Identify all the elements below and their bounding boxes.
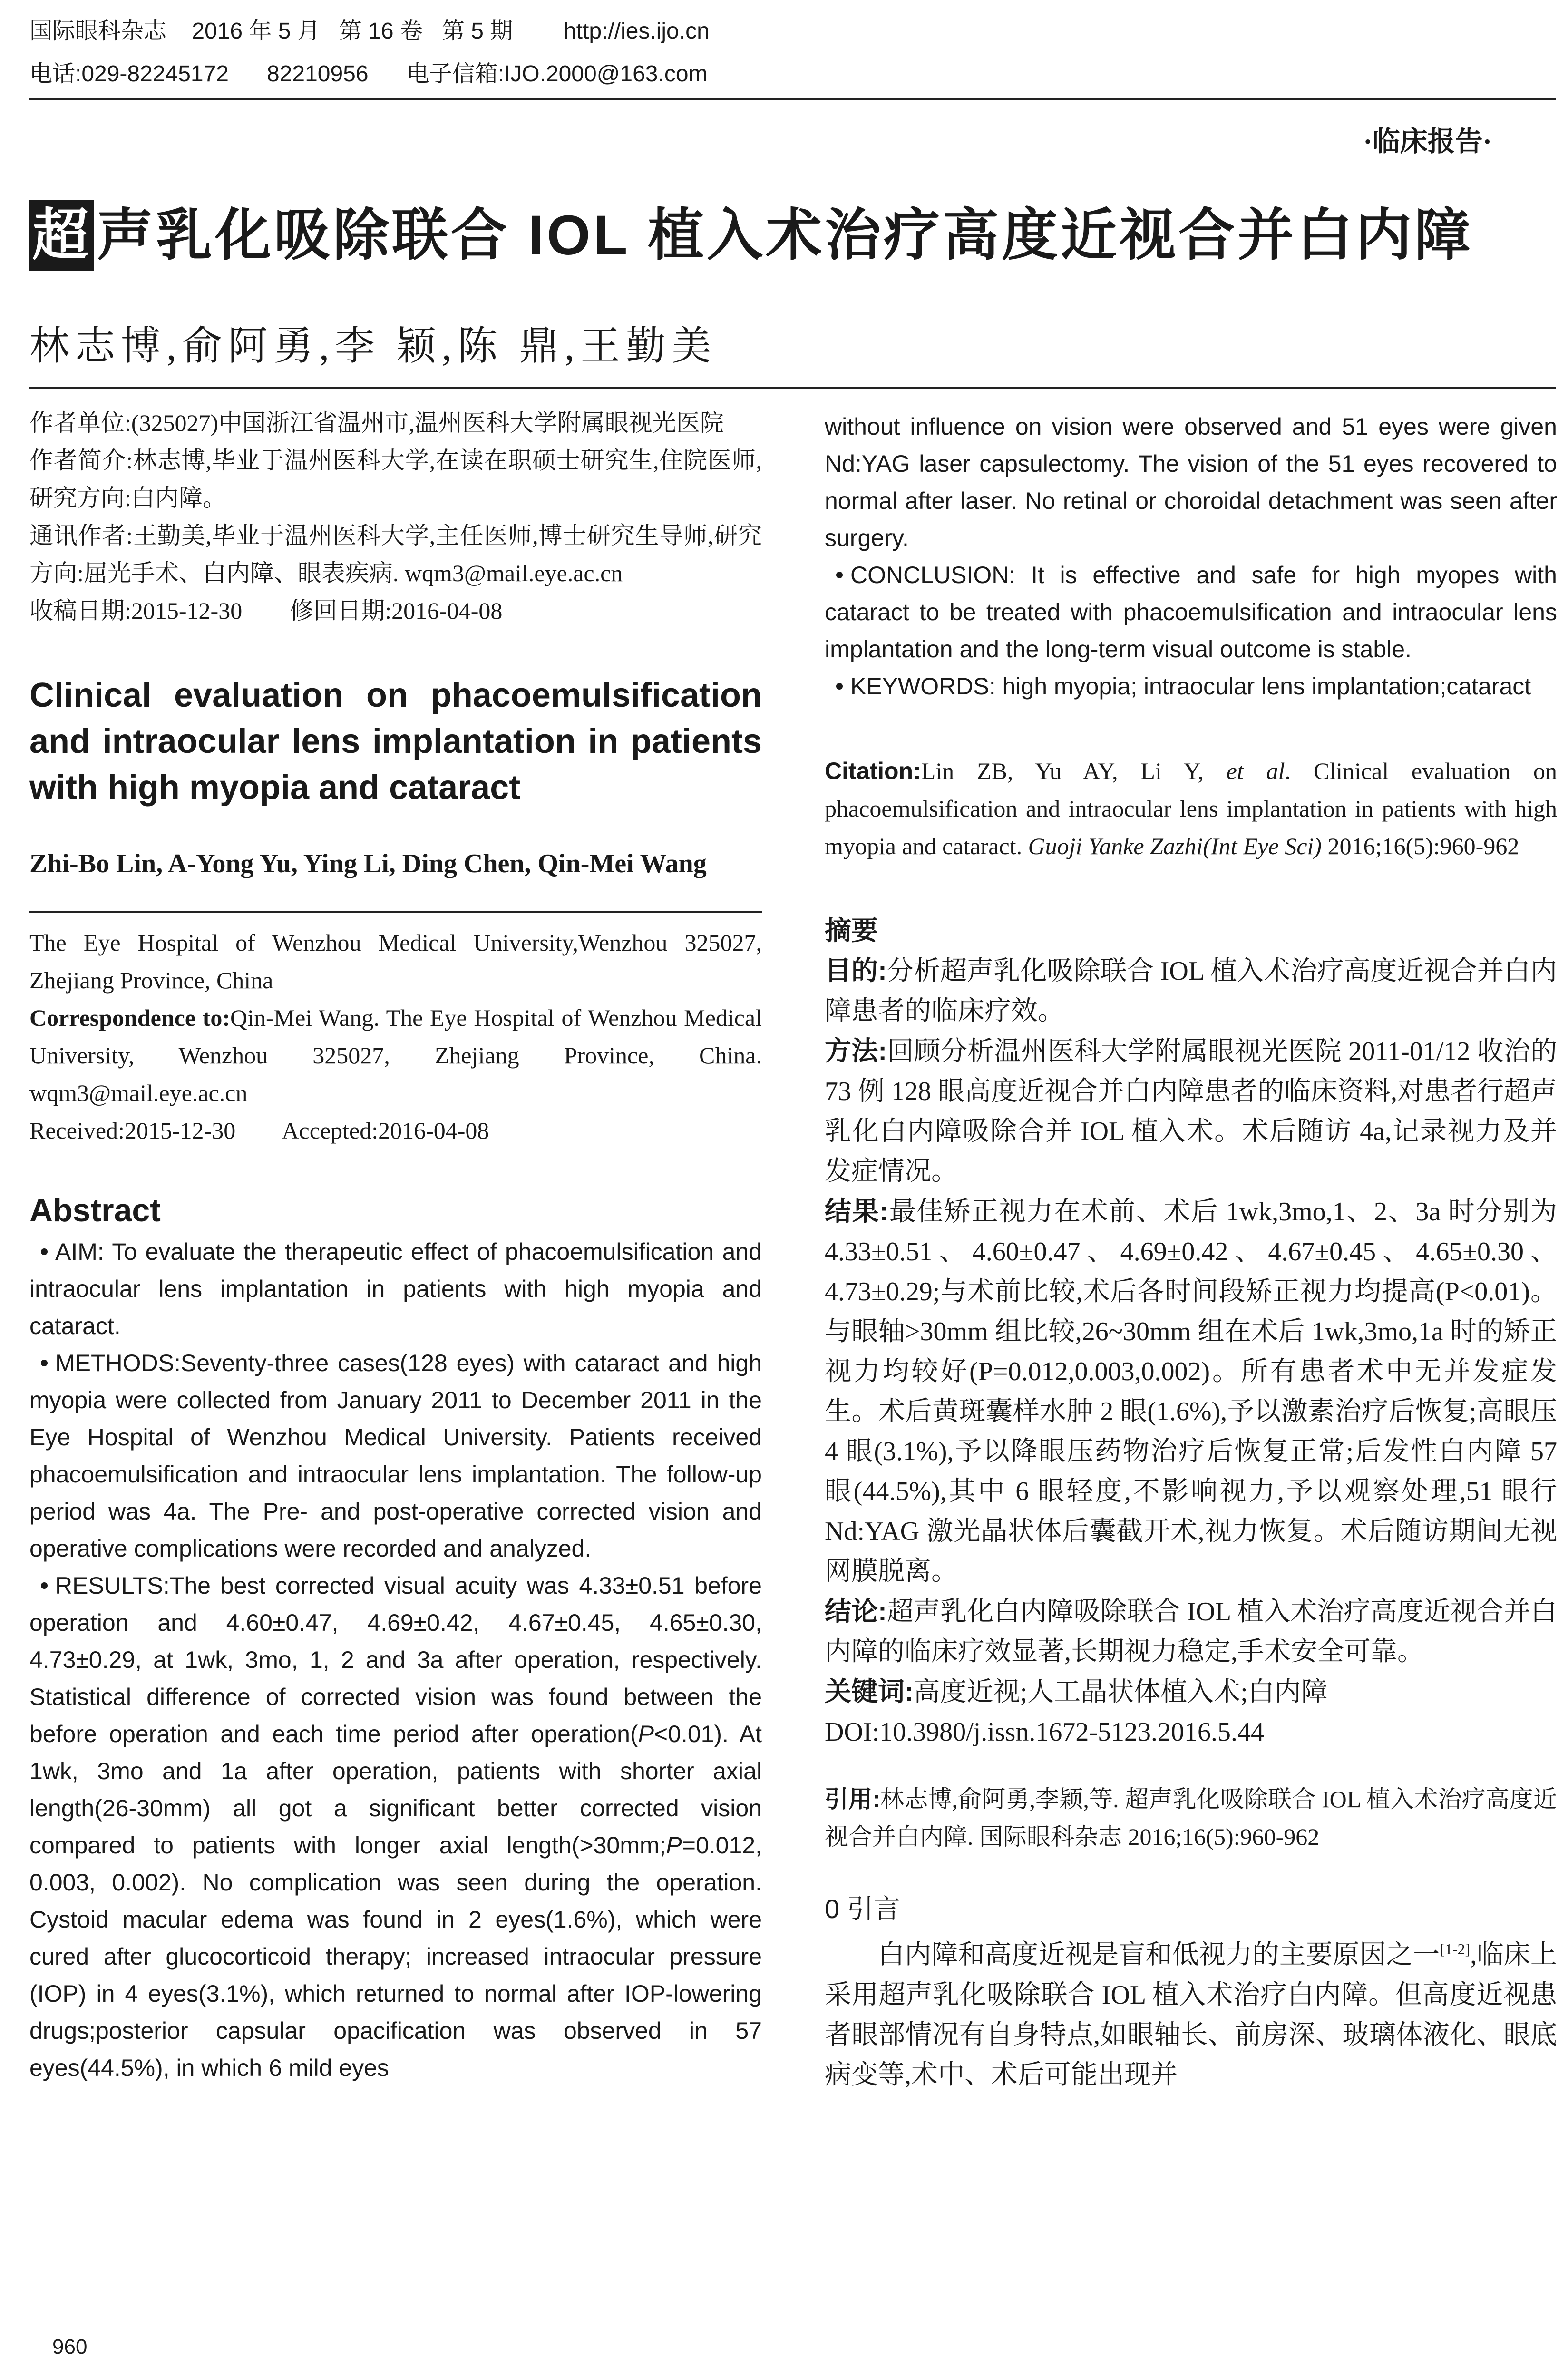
jielun-text: 超声乳化白内障吸除联合 IOL 植入术治疗高度近视合并白内障的临床疗效显著,长期视力稳定,手术安全可靠。 <box>825 1597 1557 1666</box>
dates-cn: 收稿日期:2015-12-30 修回日期:2016-04-08 <box>29 597 503 624</box>
zhaiyao-fangfa <box>825 1031 1557 1191</box>
abstract-results <box>29 1567 762 2086</box>
intro-paragraph <box>825 1929 1557 2095</box>
mudi-label: 目的: <box>825 955 887 985</box>
author-bio-cn: 作者简介:林志博,毕业于温州医科大学,在读在职硕士研究生,住院医师,研究方向:白内障。 <box>29 447 762 511</box>
abstract-keywords <box>825 668 1557 705</box>
affiliation-en: The Eye Hospital of Wenzhou Medical University,Wenzhou 325027, Zhejiang Province, China <box>29 929 762 994</box>
yinyong-label: 引用: <box>825 1786 880 1812</box>
correspondence-cn: 通讯作者:王勤美,毕业于温州医科大学,主任医师,博士研究生导师,研究方向:屈光手术、白内障、眼表疾病. wqm3@mail.eye.ac.cn <box>29 522 762 586</box>
fangfa-text: 回顾分析温州医科大学附属眼视光医院 2011-01/12 收治的 73 例 128 眼高度近视合并白内障患者的临床资料,对患者行超声乳化白内障吸除合并 IOL 植入术。术后随访 4a,记录视力及并发症情况。 <box>825 1037 1557 1186</box>
title-first-char: 超 <box>29 200 94 271</box>
abstract-heading: Abstract <box>29 1192 161 1228</box>
intro-text-a: 白内障和高度近视是盲和低视力的主要原因之一 <box>878 1940 1440 1970</box>
abstract-aim-text: AIM: To evaluate the therapeutic effect of phacoemulsification and intraocular lens implantation in patients with high myopia and cataract. <box>29 1238 762 1339</box>
abstract-conclusion <box>825 556 1557 668</box>
citation-en <box>825 752 1557 865</box>
section-tag: ·临床报告· <box>1363 126 1492 157</box>
abstract-methods-text: METHODS:Seventy-three cases(128 eyes) with cataract and high myopia were collected from January 2011 to December 2011 in the Eye Hospital of Wenzhou Medical University. Patients received phacoemulsification and intraocular lens implantation. The follow-up period was 4a. The Pre- and post-operative corrected vision and operative complications were recorded and analyzed. <box>29 1350 762 1562</box>
intro-heading: 0 引言 <box>825 1894 900 1924</box>
authors-en: Zhi-Bo Lin, A-Yong Yu, Ying Li, Ding Chen, Qin-Mei Wang <box>29 849 707 878</box>
intro-text-b: ,临床上采用超声乳化吸除联合 IOL 植入术治疗白内障。但高度近视患者眼部情况有自身特点,如眼轴长、前房深、玻璃体液化、眼底病变等,术中、术后可能出现并 <box>825 1940 1558 2090</box>
bullet-icon <box>41 1360 48 1366</box>
correspondence-label: Correspondence to: <box>29 1004 231 1031</box>
abstract-results-text-b: <0.01). At 1wk, 3mo and 1a after operation, patients with shorter axial length(26-30mm) all got a significant better corrected vision compared to patients with longer axial length(>30mm; <box>29 1721 762 1859</box>
english-meta-rule <box>29 911 762 913</box>
zhaiyao-jielun <box>825 1591 1557 1672</box>
abstract-results-text-c: =0.012, 0.003, 0.002). No complication was seen during the operation. Cystoid macular edema was found in 2 eyes(1.6%), which were cured after glucocorticoid therapy; increased intraocular pressure (IOP) in 4 eyes(3.1%), which returned to normal after IOP-lowering drugs;posterior capsular opacification was observed in 57 eyes(44.5%), in which 6 mild eyes <box>29 1832 762 2081</box>
jieguo-text: 最佳矫正视力在术前、术后 1wk,3mo,1、2、3a 时分别为 4.33±0.51、4.60±0.47、4.69±0.42、4.67±0.45、4.65±0.30、4.73±0.29;与术前比较,术后各时间段矫正视力均提高(P<0.01)。与眼轴>30mm 组比较,26~30mm 组在术后 1wk,3mo,1a 时的矫正视力均较好(P=0.012,0.003,0.002)。所有患者术中无并发症发生。术后黄斑囊样水肿 2 眼(1.6%),予以激素治疗后恢复;高眼压 4 眼(3.1%),予以降眼压药物治疗后恢复正常;后发性白内障 57 眼(44.5%),其中 6 眼轻度,不影响视力,予以观察处理,51 眼行 Nd:YAG 激光晶状体后囊截开术,视力恢复。术后随访期间无视网膜脱离。 <box>825 1197 1558 1586</box>
intro-reference: [1-2] <box>1440 1940 1471 1958</box>
p-value-symbol: P <box>666 1832 682 1859</box>
dates-en: Received:2015-12-30 Accepted:2016-04-08 <box>29 1117 489 1144</box>
title-rest: 声乳化吸除联合 IOL 植入术治疗高度近视合并白内障 <box>97 204 1474 267</box>
citation-text-c: 2016;16(5):960-962 <box>1322 833 1519 859</box>
guanjianci-label: 关键词: <box>825 1676 914 1706</box>
left-column <box>29 404 762 2086</box>
page-number: 960 <box>52 2335 88 2358</box>
mudi-text: 分析超声乳化吸除联合 IOL 植入术治疗高度近视合并白内障患者的临床疗效。 <box>825 956 1557 1026</box>
article-title <box>29 200 1542 271</box>
abstract-aim <box>29 1233 762 1344</box>
correspondence-en <box>29 999 762 1112</box>
citation-journal: Guoji Yanke Zazhi(Int Eye Sci) <box>1028 833 1322 859</box>
zhaiyao-heading: 摘要 <box>825 916 878 945</box>
zhaiyao-guanjianci <box>825 1672 1557 1712</box>
citation-label: Citation: <box>825 758 921 784</box>
bullet-icon <box>836 572 843 578</box>
bullet-icon <box>41 1582 48 1589</box>
zhaiyao-jieguo <box>825 1191 1557 1591</box>
correspondence-text: Qin-Mei Wang. The Eye Hospital of Wenzhou Medical University, Wenzhou 325027, Zhejiang Province, China. wqm3@mail.eye.ac.cn <box>29 1004 762 1106</box>
jieguo-label: 结果: <box>825 1196 889 1226</box>
yinyong-text: 林志博,俞阿勇,李颖,等. 超声乳化吸除联合 IOL 植入术治疗高度近视合并白内障. 国际眼科杂志 2016;16(5):960-962 <box>825 1786 1557 1850</box>
bullet-icon <box>836 683 843 690</box>
abstract-conclusion-text: CONCLUSION: It is effective and safe for high myopes with cataract to be treated with phacoemulsification and intraocular lens implantation and the long-term visual outcome is stable. <box>825 562 1557 662</box>
authors-cn: 林志博,俞阿勇,李 颖,陈 鼎,王勤美 <box>29 324 718 369</box>
english-title: Clinical evaluation on phacoemulsification and intraocular lens implantation in patients with high myopia and cataract <box>29 676 762 807</box>
guanjianci-text: 高度近视;人工晶状体植入术;白内障 <box>913 1677 1328 1707</box>
journal-header-line1: 国际眼科杂志 2016 年 5 月 第 16 卷 第 5 期 http://ies.ijo.cn <box>29 19 710 44</box>
title-rule <box>29 387 1556 389</box>
yinyong-cn <box>825 1781 1557 1856</box>
fangfa-label: 方法: <box>825 1036 887 1066</box>
right-column <box>825 408 1557 2095</box>
abstract-results-text-a: RESULTS:The best corrected visual acuity was 4.33±0.51 before operation and 4.60±0.47, 4.69±0.42, 4.67±0.45, 4.65±0.30, 4.73±0.29, at 1wk, 3mo, 1, 2 and 3a after operation, respectively. Statistical difference of corrected vision was found between the before operation and each time period after operation( <box>29 1572 762 1747</box>
zhaiyao-mudi <box>825 951 1557 1031</box>
bullet-icon <box>41 1248 48 1255</box>
jielun-label: 结论: <box>825 1596 887 1626</box>
abstract-keywords-text: KEYWORDS: high myopia; intraocular lens implantation;cataract <box>850 673 1531 700</box>
citation-text-a: Lin ZB, Yu AY, Li Y, <box>921 758 1227 784</box>
citation-etal: et al <box>1226 758 1285 784</box>
abstract-methods <box>29 1344 762 1567</box>
affiliation-cn: 作者单位:(325027)中国浙江省温州市,温州医科大学附属眼视光医院 <box>29 409 724 436</box>
header-rule <box>29 98 1556 100</box>
citation-text-b: . Clinical evaluation on phacoemulsification and intraocular lens implantation in patients with high myopia and cataract. <box>825 758 1557 859</box>
abstract-results-continued: without influence on vision were observed and 51 eyes were given Nd:YAG laser capsulectomy. The vision of the 51 eyes recovered to normal after laser. No retinal or choroidal detachment was seen after surgery. <box>825 413 1557 551</box>
p-value-symbol: P <box>638 1721 654 1747</box>
journal-header-line2: 电话:029-82245172 82210956 电子信箱:IJO.2000@163.com <box>29 61 708 87</box>
doi: DOI:10.3980/j.issn.1672-5123.2016.5.44 <box>825 1717 1264 1747</box>
